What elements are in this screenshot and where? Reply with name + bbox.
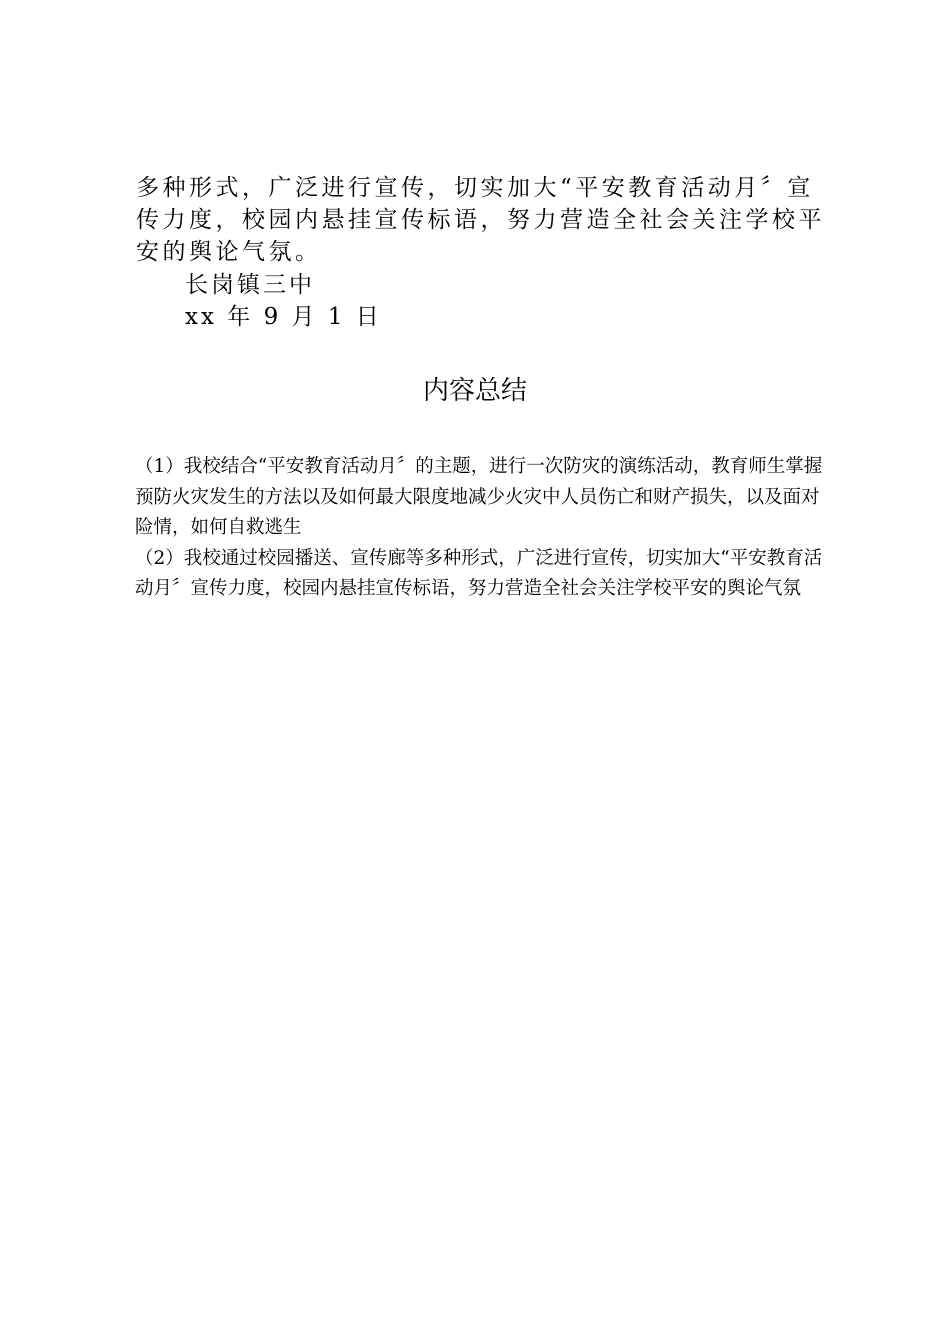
signature-school: 长岗镇三中: [185, 272, 315, 298]
summary-title: 内容总结: [422, 376, 527, 406]
summary-item-2: （2）我校通过校园播送、宣传廊等多种形式，广泛进行宣传，切实加大“平安教育活动月〞宣传力度，校园内悬挂宣传标语，努力营造全社会关注学校平安的舆论气氛: [135, 547, 823, 599]
signature-date: xx 年 9 月 1 日: [185, 304, 382, 330]
summary-list: [135, 452, 825, 605]
summary-item-1: （1）我校结合“平安教育活动月〞的主题，进行一次防灾的演练活动，教育师生掌握预防火灾发生的方法以及如何最大限度地减少火灾中人员伤亡和财产损失，以及面对险情，如何自救逃生: [135, 456, 823, 538]
body-paragraph: 多种形式，广泛进行宣传，切实加大“平安教育活动月〞宣传力度，校园内悬挂宣传标语，努力营造全社会关注学校平安的舆论气氛。: [136, 175, 825, 265]
